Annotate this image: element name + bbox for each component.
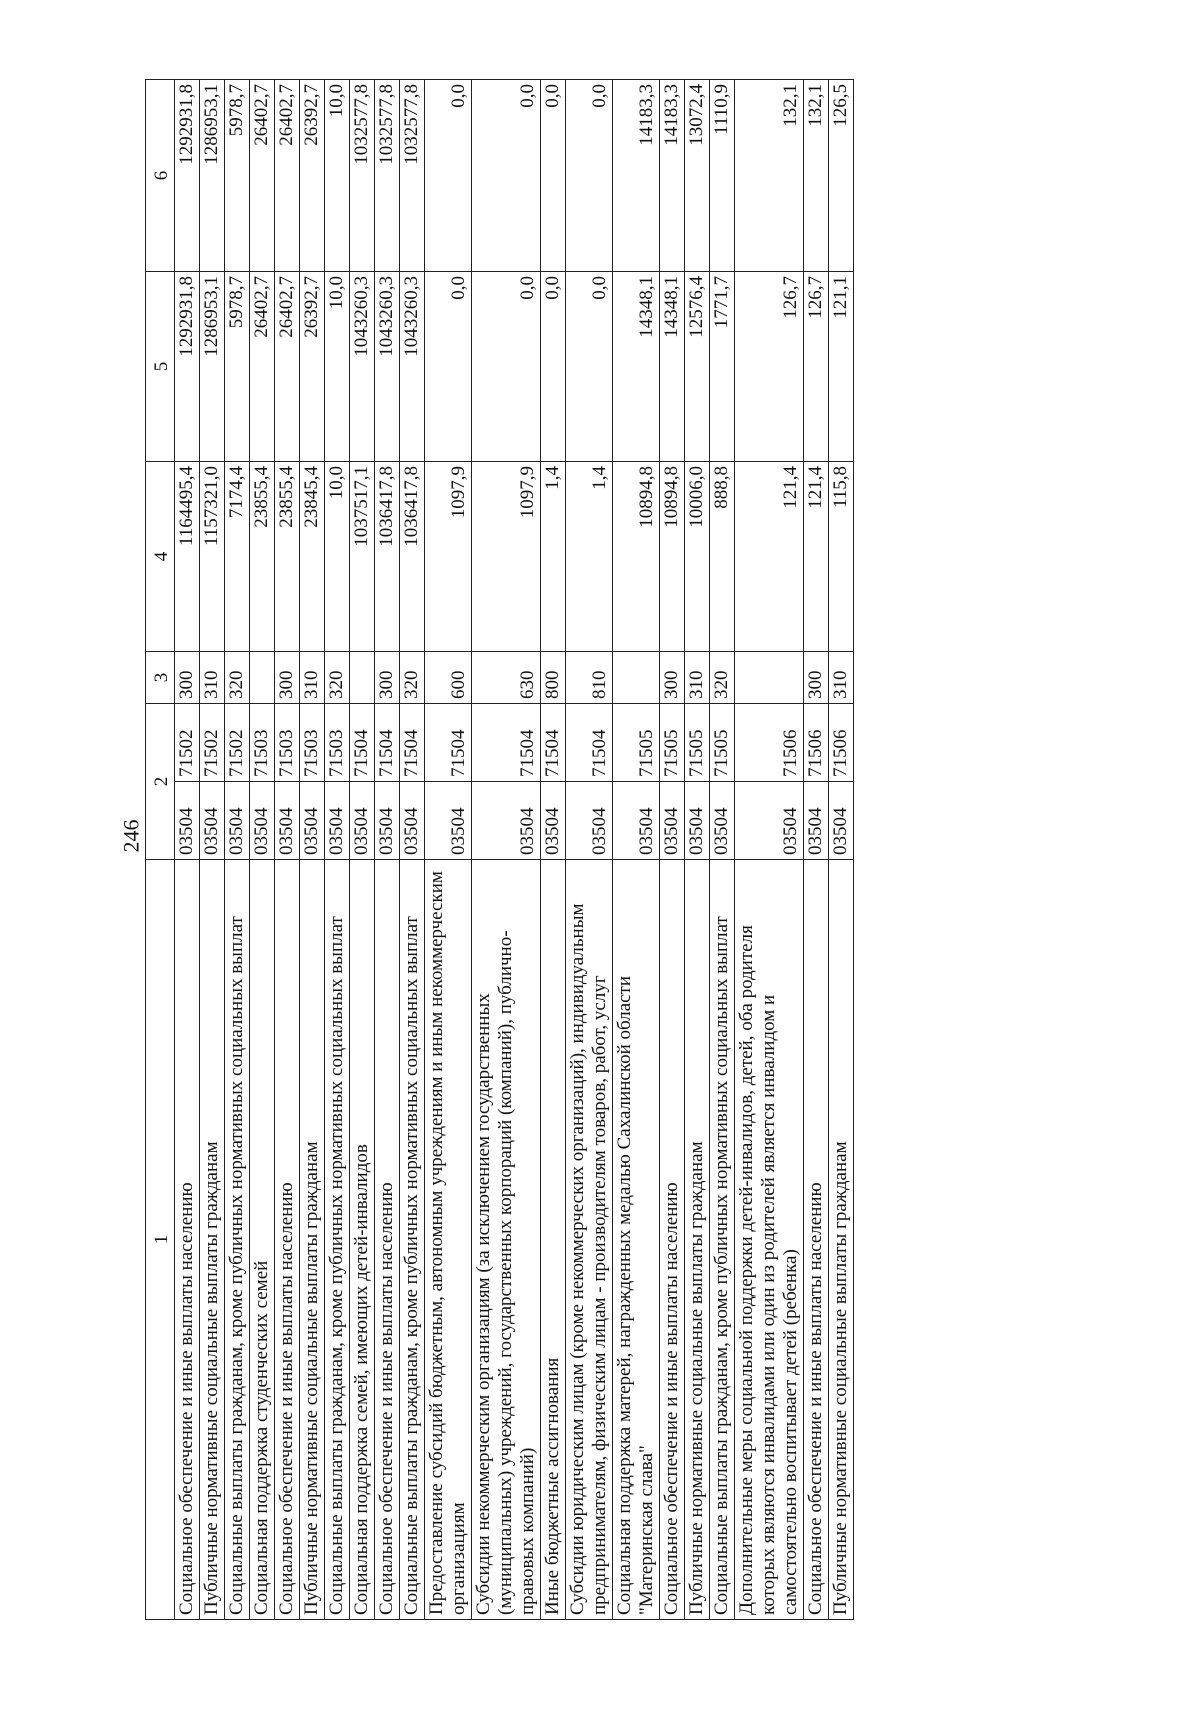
value-col-4-cell: 1,4 <box>566 462 613 652</box>
section-code-cell: 03504 <box>200 782 225 860</box>
value-col-5-cell: 1043260,3 <box>375 272 400 462</box>
row-name-cell: Социальное обеспечение и иные выплаты населению <box>275 860 300 1620</box>
expense-type-cell: 600 <box>425 652 472 704</box>
target-code-cell: 71502 <box>175 704 200 782</box>
target-code-cell: 71505 <box>613 704 660 782</box>
value-col-5-cell: 10,0 <box>325 272 350 462</box>
value-col-6-cell: 132,1 <box>735 80 804 272</box>
row-name-cell: Социальное обеспечение и иные выплаты населению <box>660 860 685 1620</box>
expense-type-cell: 320 <box>710 652 735 704</box>
value-col-4-cell: 1157321,0 <box>200 462 225 652</box>
target-code-cell: 71504 <box>350 704 375 782</box>
table-row <box>472 80 541 1620</box>
section-code-cell: 03504 <box>325 782 350 860</box>
row-name-cell: Социальные выплаты гражданам, кроме публичных нормативных социальных выплат <box>325 860 350 1620</box>
table-row <box>735 80 804 1620</box>
table-row <box>200 80 225 1620</box>
section-code-cell: 03504 <box>735 782 804 860</box>
value-col-5-cell: 0,0 <box>425 272 472 462</box>
value-col-6-cell: 0,0 <box>541 80 566 272</box>
section-code-cell: 03504 <box>566 782 613 860</box>
value-col-5-cell: 126,7 <box>735 272 804 462</box>
expense-type-cell: 810 <box>566 652 613 704</box>
row-name-cell: Социальная поддержка матерей, награжденных медалью Сахалинской области "Материнская слава" <box>613 860 660 1620</box>
table-row <box>566 80 613 1620</box>
table-row <box>350 80 375 1620</box>
table-row <box>425 80 472 1620</box>
expense-type-cell: 320 <box>225 652 250 704</box>
target-code-cell: 71502 <box>200 704 225 782</box>
target-code-cell: 71503 <box>275 704 300 782</box>
target-code-cell: 71504 <box>375 704 400 782</box>
value-col-6-cell: 14183,3 <box>660 80 685 272</box>
table-row <box>710 80 735 1620</box>
section-code-cell: 03504 <box>541 782 566 860</box>
section-code-cell: 03504 <box>710 782 735 860</box>
value-col-6-cell: 132,1 <box>804 80 829 272</box>
rotated-page <box>145 80 1145 1620</box>
value-col-4-cell: 1037517,1 <box>350 462 375 652</box>
target-code-cell: 71502 <box>225 704 250 782</box>
expense-type-cell: 300 <box>375 652 400 704</box>
section-code-cell: 03504 <box>804 782 829 860</box>
value-col-4-cell: 1,4 <box>541 462 566 652</box>
table-row <box>325 80 350 1620</box>
header-col-5: 5 <box>146 272 175 462</box>
value-col-5-cell: 126,7 <box>804 272 829 462</box>
value-col-5-cell: 1286953,1 <box>200 272 225 462</box>
expense-type-cell: 310 <box>829 652 854 704</box>
value-col-6-cell: 0,0 <box>425 80 472 272</box>
value-col-4-cell: 23855,4 <box>250 462 275 652</box>
table-body <box>175 80 854 1620</box>
value-col-6-cell: 26402,7 <box>275 80 300 272</box>
row-name-cell: Социальные выплаты гражданам, кроме публичных нормативных социальных выплат <box>400 860 425 1620</box>
target-code-cell: 71504 <box>400 704 425 782</box>
target-code-cell: 71506 <box>735 704 804 782</box>
value-col-6-cell: 1286953,1 <box>200 80 225 272</box>
section-code-cell: 03504 <box>425 782 472 860</box>
value-col-5-cell: 1771,7 <box>710 272 735 462</box>
value-col-5-cell: 1292931,8 <box>175 272 200 462</box>
section-code-cell: 03504 <box>472 782 541 860</box>
expense-type-cell: 320 <box>325 652 350 704</box>
value-col-6-cell: 26392,7 <box>300 80 325 272</box>
table-row <box>804 80 829 1620</box>
row-name-cell: Социальная поддержка студенческих семей <box>250 860 275 1620</box>
table-row <box>275 80 300 1620</box>
target-code-cell: 71505 <box>685 704 710 782</box>
value-col-6-cell: 13072,4 <box>685 80 710 272</box>
value-col-6-cell: 0,0 <box>566 80 613 272</box>
target-code-cell: 71506 <box>829 704 854 782</box>
table-row <box>175 80 200 1620</box>
expense-type-cell: 310 <box>685 652 710 704</box>
table-row <box>225 80 250 1620</box>
budget-table <box>145 79 854 1620</box>
value-col-4-cell: 1164495,4 <box>175 462 200 652</box>
value-col-6-cell: 10,0 <box>325 80 350 272</box>
value-col-4-cell: 23845,4 <box>300 462 325 652</box>
expense-type-cell: 630 <box>472 652 541 704</box>
table-row <box>250 80 275 1620</box>
row-name-cell: Социальные выплаты гражданам, кроме публичных нормативных социальных выплат <box>710 860 735 1620</box>
section-code-cell: 03504 <box>613 782 660 860</box>
value-col-4-cell: 10,0 <box>325 462 350 652</box>
section-code-cell: 03504 <box>300 782 325 860</box>
section-code-cell: 03504 <box>350 782 375 860</box>
value-col-4-cell: 121,4 <box>735 462 804 652</box>
value-col-5-cell: 0,0 <box>566 272 613 462</box>
row-name-cell: Публичные нормативные социальные выплаты гражданам <box>300 860 325 1620</box>
value-col-4-cell: 1036417,8 <box>400 462 425 652</box>
value-col-6-cell: 1032577,8 <box>375 80 400 272</box>
header-col-4: 4 <box>146 462 175 652</box>
value-col-6-cell: 1292931,8 <box>175 80 200 272</box>
row-name-cell: Дополнительные меры социальной поддержки детей-инвалидов, детей, оба родителя которых являются инвалидами или один из родителей является инвалидом и самостоятельно воспитывает детей (ребенка) <box>735 860 804 1620</box>
section-code-cell: 03504 <box>400 782 425 860</box>
table-row <box>829 80 854 1620</box>
value-col-5-cell: 121,1 <box>829 272 854 462</box>
row-name-cell: Публичные нормативные социальные выплаты гражданам <box>685 860 710 1620</box>
value-col-5-cell: 14348,1 <box>613 272 660 462</box>
expense-type-cell: 300 <box>275 652 300 704</box>
value-col-5-cell: 0,0 <box>541 272 566 462</box>
table-row <box>685 80 710 1620</box>
target-code-cell: 71504 <box>472 704 541 782</box>
expense-type-cell <box>350 652 375 704</box>
target-code-cell: 71503 <box>300 704 325 782</box>
section-code-cell: 03504 <box>225 782 250 860</box>
value-col-6-cell: 14183,3 <box>613 80 660 272</box>
value-col-5-cell: 26392,7 <box>300 272 325 462</box>
target-code-cell: 71504 <box>566 704 613 782</box>
table-row <box>375 80 400 1620</box>
expense-type-cell: 300 <box>804 652 829 704</box>
value-col-4-cell: 10894,8 <box>613 462 660 652</box>
target-code-cell: 71503 <box>250 704 275 782</box>
expense-type-cell: 300 <box>175 652 200 704</box>
value-col-5-cell: 26402,7 <box>275 272 300 462</box>
page-number: 246 <box>118 819 144 853</box>
value-col-4-cell: 888,8 <box>710 462 735 652</box>
section-code-cell: 03504 <box>685 782 710 860</box>
value-col-4-cell: 1097,9 <box>425 462 472 652</box>
table-row <box>400 80 425 1620</box>
expense-type-cell: 320 <box>400 652 425 704</box>
value-col-6-cell: 1110,9 <box>710 80 735 272</box>
value-col-4-cell: 1097,9 <box>472 462 541 652</box>
section-code-cell: 03504 <box>829 782 854 860</box>
header-col-1: 1 <box>146 860 175 1620</box>
row-name-cell: Социальная поддержка семей, имеющих детей-инвалидов <box>350 860 375 1620</box>
row-name-cell: Предоставление субсидий бюджетным, автономным учреждениям и иным некоммерческим организациям <box>425 860 472 1620</box>
value-col-5-cell: 0,0 <box>472 272 541 462</box>
header-col-3: 3 <box>146 652 175 704</box>
value-col-6-cell: 1032577,8 <box>350 80 375 272</box>
table-container <box>145 80 1145 1620</box>
expense-type-cell: 800 <box>541 652 566 704</box>
value-col-4-cell: 23855,4 <box>275 462 300 652</box>
row-name-cell: Социальные выплаты гражданам, кроме публичных нормативных социальных выплат <box>225 860 250 1620</box>
target-code-cell: 71503 <box>325 704 350 782</box>
target-code-cell: 71504 <box>541 704 566 782</box>
value-col-4-cell: 1036417,8 <box>375 462 400 652</box>
value-col-4-cell: 10006,0 <box>685 462 710 652</box>
row-name-cell: Социальное обеспечение и иные выплаты населению <box>375 860 400 1620</box>
section-code-cell: 03504 <box>275 782 300 860</box>
value-col-6-cell: 5978,7 <box>225 80 250 272</box>
expense-type-cell: 310 <box>300 652 325 704</box>
value-col-6-cell: 0,0 <box>472 80 541 272</box>
value-col-6-cell: 126,5 <box>829 80 854 272</box>
value-col-5-cell: 5978,7 <box>225 272 250 462</box>
target-code-cell: 71506 <box>804 704 829 782</box>
section-code-cell: 03504 <box>375 782 400 860</box>
target-code-cell: 71505 <box>710 704 735 782</box>
expense-type-cell <box>735 652 804 704</box>
table-row <box>541 80 566 1620</box>
value-col-4-cell: 121,4 <box>804 462 829 652</box>
header-col-6: 6 <box>146 80 175 272</box>
value-col-5-cell: 14348,1 <box>660 272 685 462</box>
value-col-5-cell: 1043260,3 <box>350 272 375 462</box>
value-col-4-cell: 115,8 <box>829 462 854 652</box>
value-col-5-cell: 1043260,3 <box>400 272 425 462</box>
section-code-cell: 03504 <box>175 782 200 860</box>
table-row <box>660 80 685 1620</box>
row-name-cell: Публичные нормативные социальные выплаты гражданам <box>829 860 854 1620</box>
value-col-6-cell: 1032577,8 <box>400 80 425 272</box>
value-col-6-cell: 26402,7 <box>250 80 275 272</box>
value-col-4-cell: 7174,4 <box>225 462 250 652</box>
table-row <box>613 80 660 1620</box>
expense-type-cell: 300 <box>660 652 685 704</box>
expense-type-cell: 310 <box>200 652 225 704</box>
target-code-cell: 71505 <box>660 704 685 782</box>
expense-type-cell <box>613 652 660 704</box>
row-name-cell: Социальное обеспечение и иные выплаты населению <box>175 860 200 1620</box>
row-name-cell: Иные бюджетные ассигнования <box>541 860 566 1620</box>
value-col-5-cell: 12576,4 <box>685 272 710 462</box>
section-code-cell: 03504 <box>660 782 685 860</box>
table-row <box>300 80 325 1620</box>
value-col-5-cell: 26402,7 <box>250 272 275 462</box>
header-col-2: 2 <box>146 704 175 860</box>
row-name-cell: Социальное обеспечение и иные выплаты населению <box>804 860 829 1620</box>
row-name-cell: Субсидии некоммерческим организациям (за исключением государственных (муниципальных) учреждений, государственных корпораций (компаний), публично-правовых компаний) <box>472 860 541 1620</box>
value-col-4-cell: 10894,8 <box>660 462 685 652</box>
target-code-cell: 71504 <box>425 704 472 782</box>
header-row <box>146 80 175 1620</box>
row-name-cell: Субсидии юридическим лицам (кроме некоммерческих организаций), индивидуальным предпринимателям, физическим лицам - производителям товаров, работ, услуг <box>566 860 613 1620</box>
section-code-cell: 03504 <box>250 782 275 860</box>
row-name-cell: Публичные нормативные социальные выплаты гражданам <box>200 860 225 1620</box>
expense-type-cell <box>250 652 275 704</box>
